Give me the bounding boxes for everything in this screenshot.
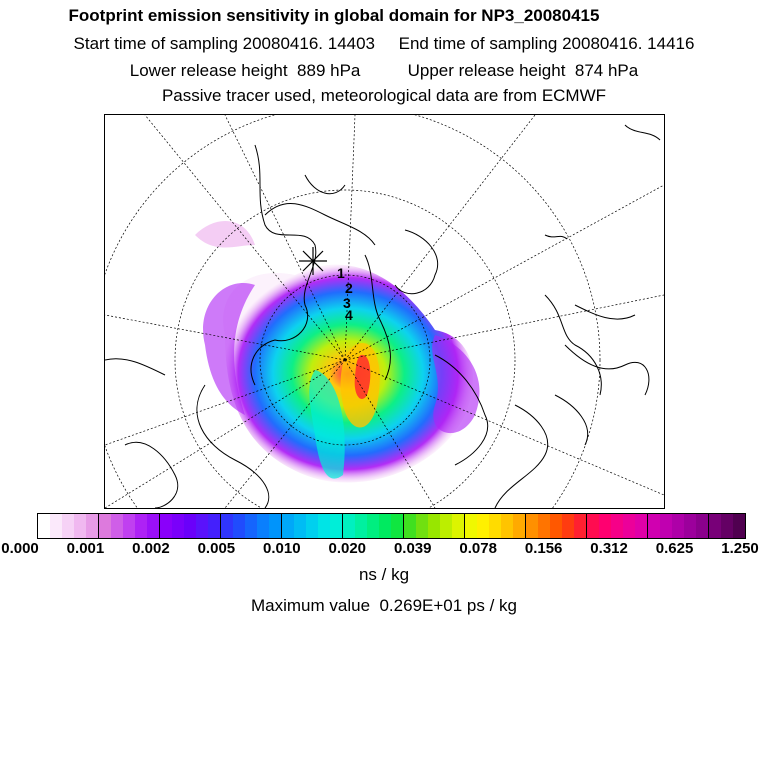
colorbar-cell [550,514,562,538]
colorbar-cell [123,514,135,538]
colorbar-tick-label: 0.010 [263,540,301,557]
colorbar-cell [245,514,257,538]
colorbar-tick-label: 0.625 [655,540,694,557]
colorbar-cell [318,514,330,538]
colorbar-cell [233,514,245,538]
colorbar-cell [367,514,379,538]
colorbar-cell [599,514,611,538]
colorbar-cell [635,514,648,538]
colorbar-cell [172,514,184,538]
colorbar-cell [184,514,196,538]
colorbar-cell [379,514,391,538]
footprint-map [105,115,664,508]
colorbar-tick-label: 0.000 [1,540,39,557]
map-label-3: 3 [343,295,351,311]
map-label-1: 1 [337,265,345,281]
colorbar-unit: ns / kg [358,565,410,584]
colorbar-cell [574,514,587,538]
tracer-info-line: Passive tracer used, meteorological data are from ECMWF [161,86,607,105]
colorbar-cell [62,514,74,538]
colorbar-cell [611,514,623,538]
colorbar-tick-label: 0.156 [524,540,563,557]
colorbar-cell [160,514,172,538]
colorbar-cell [501,514,513,538]
colorbar-cell [526,514,538,538]
colorbar-cell [50,514,62,538]
colorbar-cell [196,514,208,538]
footprint-field [195,221,479,482]
plot-title: Footprint emission sensitivity in global domain for NP3_20080415 [68,6,600,25]
colorbar-cell [696,514,709,538]
colorbar-cell [330,514,343,538]
colorbar-cell [74,514,86,538]
colorbar-cell [99,514,111,538]
colorbar-cell [135,514,147,538]
colorbar-cell [355,514,367,538]
colorbar-cell [684,514,696,538]
map-label-4: 4 [345,307,353,323]
release-height-line: Lower release height 889 hPa Upper release height 874 hPa [129,61,639,80]
sampling-time-line: Start time of sampling 20080416. 14403 End time of sampling 20080416. 14416 [73,34,695,53]
colorbar-cell [257,514,269,538]
colorbar [37,513,746,539]
colorbar-cell [733,514,745,538]
colorbar-cell [440,514,452,538]
colorbar-cell [587,514,599,538]
colorbar-cell [465,514,477,538]
colorbar-cell [562,514,574,538]
colorbar-cell [672,514,684,538]
colorbar-tick-label: 0.039 [393,540,432,557]
colorbar-tick-label: 0.005 [197,540,236,557]
colorbar-cell [111,514,123,538]
colorbar-cell [513,514,526,538]
colorbar-cell [660,514,672,538]
colorbar-cell [489,514,501,538]
colorbar-cell [416,514,428,538]
colorbar-cell [538,514,550,538]
colorbar-cell [428,514,440,538]
colorbar-cell [221,514,233,538]
colorbar-cell [477,514,489,538]
colorbar-tick-label: 0.002 [132,540,170,557]
colorbar-tick-label: 0.020 [328,540,367,557]
colorbar-ticks [0,540,768,560]
map-label-2: 2 [345,280,353,296]
colorbar-cell [709,514,721,538]
map-panel [104,114,665,509]
colorbar-cell [294,514,306,538]
colorbar-cell [306,514,318,538]
colorbar-cell [208,514,221,538]
colorbar-cell [38,514,50,538]
colorbar-cell [282,514,294,538]
colorbar-cell [86,514,99,538]
colorbar-tick-label: 0.078 [459,540,497,557]
colorbar-tick-label: 0.001 [66,540,105,557]
colorbar-tick-label: 0.312 [590,540,628,557]
colorbar-tick-label: 1.250 [721,540,759,557]
colorbar-cell [269,514,282,538]
colorbar-cell [623,514,635,538]
maximum-value-text: Maximum value 0.269E+01 ps / kg [251,596,517,615]
colorbar-cell [343,514,355,538]
colorbar-cell [391,514,404,538]
colorbar-cell [648,514,660,538]
colorbar-cell [721,514,733,538]
release-marker [299,247,327,275]
colorbar-cell [452,514,465,538]
colorbar-cell [404,514,416,538]
colorbar-cell [147,514,160,538]
